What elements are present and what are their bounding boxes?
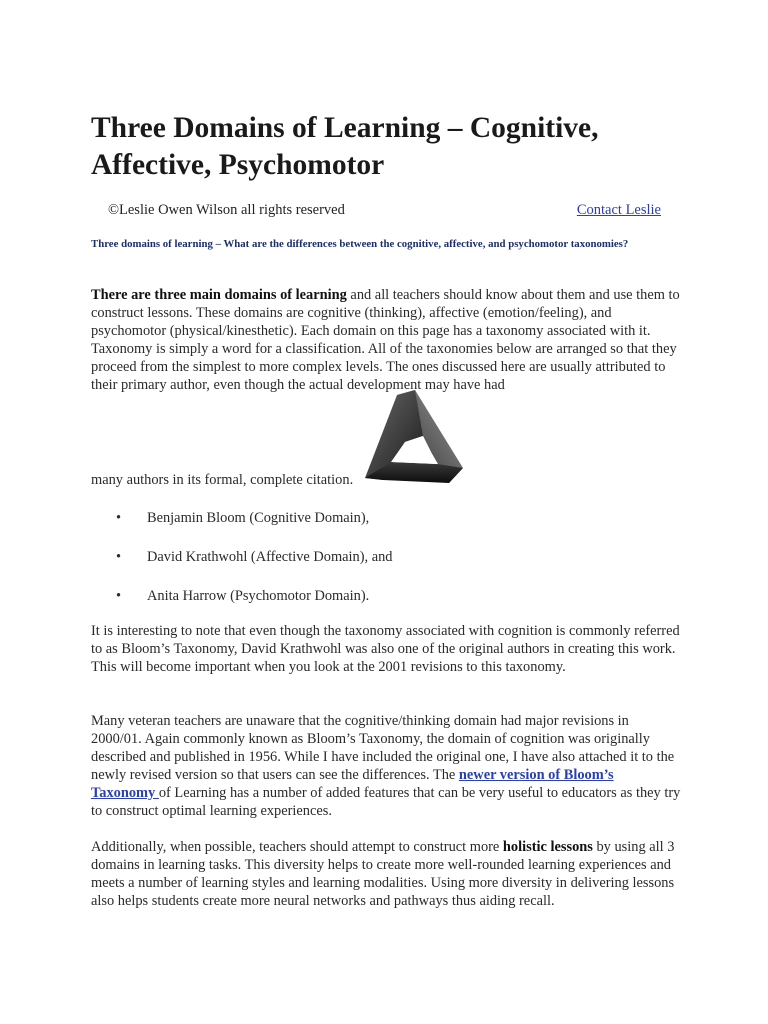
holistic-text-after: by using all 3 domains in learning tasks. This diversity helps to create more well-rounded learning experiences and meets a number of learning styles and learning modalities. Using more diversity in delivering lessons also helps students create more neural networks and pathways thus aiding recall.: [91, 839, 675, 909]
intro-paragraph: [91, 286, 681, 394]
intro-text: and all teachers should know about them and use them to construct lessons. These domains are cognitive (thinking), affective (emotion/feeling), and psychomotor (physical/kinesthetic). Each domain on this page has a taxonomy associated with it. Taxonomy is simply a word for a classification. All of the taxonomies below are arranged so that they proceed from the simplest to more complex levels. The ones discussed here are usually attributed to their primary author, even though the actual development may have had: [91, 287, 680, 393]
holistic-lessons-paragraph: [91, 838, 681, 910]
krathwohl-paragraph: It is interesting to note that even though the taxonomy associated with cognition is commonly referred to as Bloom’s Taxonomy, David Krathwohl was also one of the original authors in creating this work. This will become important when you look at the 2001 revisions to this taxonomy.: [91, 623, 680, 675]
list-item-text: Benjamin Bloom (Cognitive Domain),: [147, 510, 370, 526]
intro-tail: many authors in its formal, complete citation.: [91, 472, 354, 488]
list-item-text: Anita Harrow (Psychomotor Domain).: [147, 588, 370, 604]
copyright-notice: ©Leslie Owen Wilson all rights reserved: [108, 202, 345, 218]
bullet-marker: •: [116, 588, 122, 604]
page-title: Three Domains of Learning – Cognitive, Affective, Psychomotor: [91, 112, 599, 181]
holistic-lessons-bold: holistic lessons: [502, 839, 593, 855]
revisions-paragraph: [91, 712, 681, 820]
bullet-marker: •: [116, 549, 122, 565]
holistic-text-before: Additionally, when possible, teachers should attempt to construct more: [91, 839, 503, 855]
bullet-marker: •: [116, 510, 122, 526]
contact-leslie-link[interactable]: Contact Leslie: [576, 202, 661, 218]
revisions-text-after: of Learning has a number of added features that can be very useful to educators as they try to construct optimal learning experiences.: [91, 785, 681, 819]
intro-bold-lead: There are three main domains of learning: [91, 287, 347, 303]
list-item-text: David Krathwohl (Affective Domain), and: [147, 549, 393, 565]
newer-blooms-taxonomy-link[interactable]: newer version of Bloom’s Taxonomy: [91, 767, 614, 801]
subtitle: Three domains of learning – What are the differences between the cognitive, affective, and psychomotor taxonomies?: [91, 238, 629, 250]
revisions-text-before: Many veteran teachers are unaware that the cognitive/thinking domain had major revisions in 2000/01. Again commonly known as Bloom’s Taxonomy, the domain of cognition was originally described and published in 1956. While I have included the original one, I have also attached it to the newly revised version so that users can see the differences. The: [91, 713, 675, 783]
